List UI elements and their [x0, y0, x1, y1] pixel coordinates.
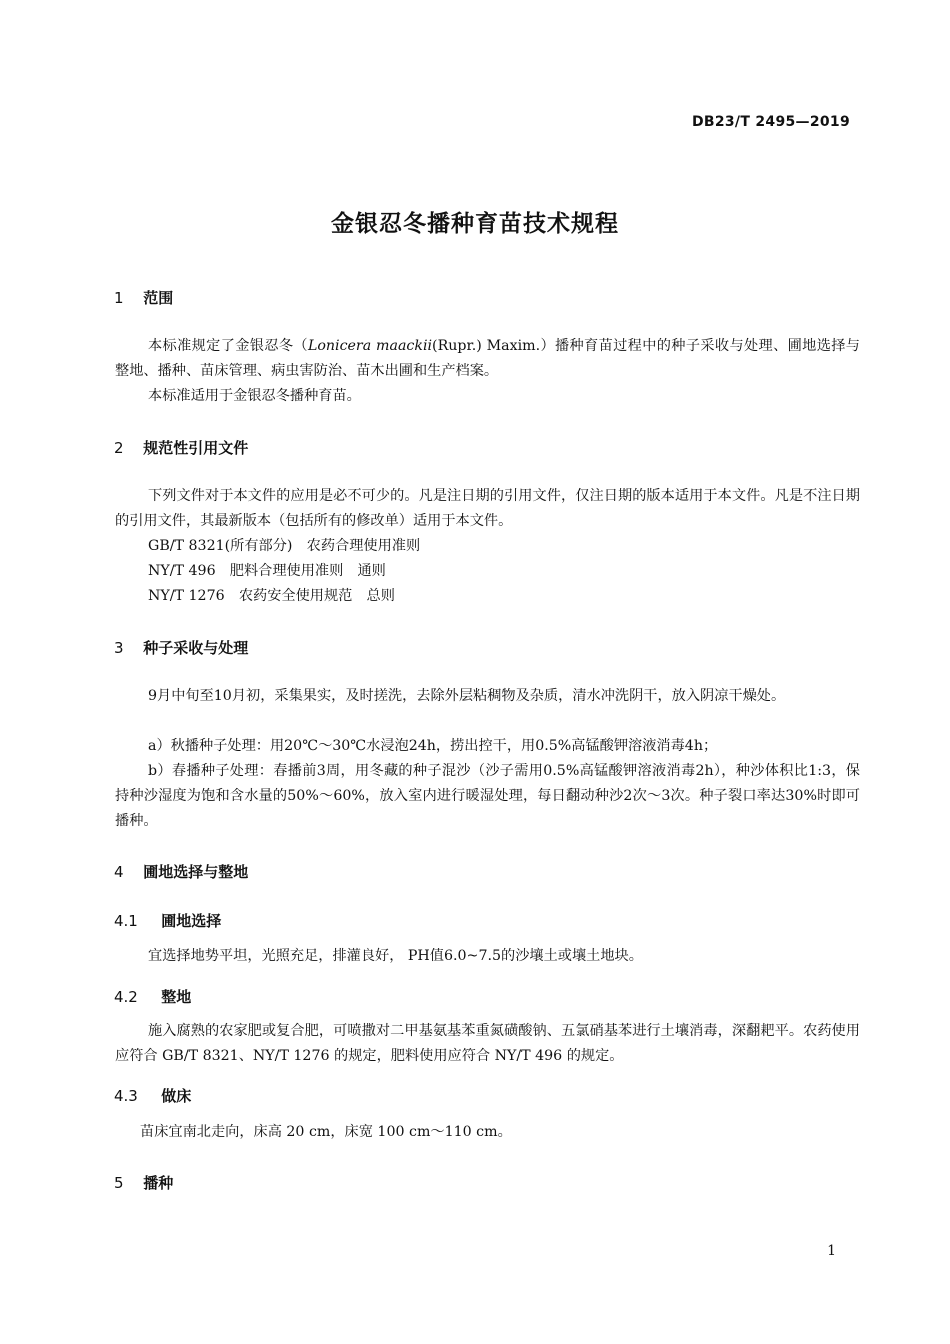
section-3-item-b: b）春播种子处理：春播前3周，用冬藏的种子混沙（沙子需用0.5%高锰酸钾溶液消毒2h），种沙体积比1:3，保持种沙湿度为饱和含水量的50%～60%，放入室内进行暖湿处理，每日翻动种沙2次～3次。种子裂口率达30%时即可播种。: [115, 763, 860, 829]
section-title: 种子采收与处理: [143, 639, 249, 657]
section-number: 5: [114, 1174, 124, 1192]
reference-item: NY/T 1276 农药安全使用规范 总则: [148, 588, 395, 604]
section-title: 范围: [143, 289, 174, 307]
para-text-a: 本标准规定了金银忍冬（: [148, 338, 308, 354]
section-number: 3: [114, 639, 124, 657]
section-title: 规范性引用文件: [143, 439, 249, 457]
standard-code: DB23/T 2495—2019: [691, 114, 850, 130]
section-4-1-paragraph: 宜选择地势平坦，光照充足，排灌良好， PH值6.0~7.5的沙壤土或壤土地块。: [148, 948, 643, 964]
section-2-paragraph-1: 下列文件对于本文件的应用是必不可少的。凡是注日期的引用文件，仅注日期的版本适用于本文件。凡是不注日期的引用文件，其最新版本（包括所有的修改单）适用于本文件。: [115, 488, 860, 529]
section-1-heading: [114, 287, 173, 308]
section-4-3-paragraph: 苗床宜南北走向，床高 20 cm，床宽 100 cm～110 cm。: [140, 1124, 512, 1140]
section-4-2-heading: [114, 986, 191, 1007]
section-1-paragraph-1: [115, 334, 860, 384]
reference-item: NY/T 496 肥料合理使用准则 通则: [148, 563, 386, 579]
section-4-1-heading: [114, 910, 221, 931]
section-title: 做床: [161, 1087, 192, 1105]
section-5-heading: [114, 1172, 173, 1193]
reference-item: GB/T 8321(所有部分) 农药合理使用准则: [148, 538, 421, 554]
section-4-3-heading: [114, 1085, 191, 1106]
section-3-heading: [114, 637, 248, 658]
section-number: 4: [114, 863, 124, 881]
section-4-2-paragraph: 施入腐熟的农家肥或复合肥，可喷撒对二甲基氨基苯重氮磺酸钠、五氯硝基苯进行土壤消毒，深翻耙平。农药使用应符合 GB/T 8321、NY/T 1276 的规定，肥料使用应符合 NY/T 496 的规定。: [115, 1023, 860, 1064]
section-1-paragraph-2: 本标准适用于金银忍冬播种育苗。: [148, 388, 361, 404]
para-text-b: (Rupr.) Maxim.）播种育苗过程中的种子采收与处理、圃地选择与整地、播种、苗床管理、病虫害防治、苗木出圃和生产档案。: [115, 338, 860, 379]
document-title: 金银忍冬播种育苗技术规程: [331, 211, 619, 237]
section-3-item-a: a）秋播种子处理：用20℃～30℃水浸泡24h，捞出控干，用0.5%高锰酸钾溶液消毒4h；: [148, 738, 718, 754]
section-title: 圃地选择与整地: [143, 863, 249, 881]
section-title: 整地: [161, 988, 192, 1006]
page-number: 1: [827, 1243, 836, 1259]
section-3-paragraph-1: 9月中旬至10月初，采集果实，及时搓洗，去除外层粘稠物及杂质，清水冲洗阴干，放入阴凉干燥处。: [148, 688, 786, 704]
section-number: 2: [114, 439, 124, 457]
section-4-heading: [114, 861, 248, 882]
section-title: 圃地选择: [161, 912, 222, 930]
section-2-heading: [114, 437, 248, 458]
section-title: 播种: [143, 1174, 174, 1192]
section-number: 4.1: [114, 912, 138, 930]
section-number: 4.3: [114, 1087, 138, 1105]
section-number: 4.2: [114, 988, 138, 1006]
section-number: 1: [114, 289, 124, 307]
latin-name: Lonicera maackii: [307, 338, 433, 354]
